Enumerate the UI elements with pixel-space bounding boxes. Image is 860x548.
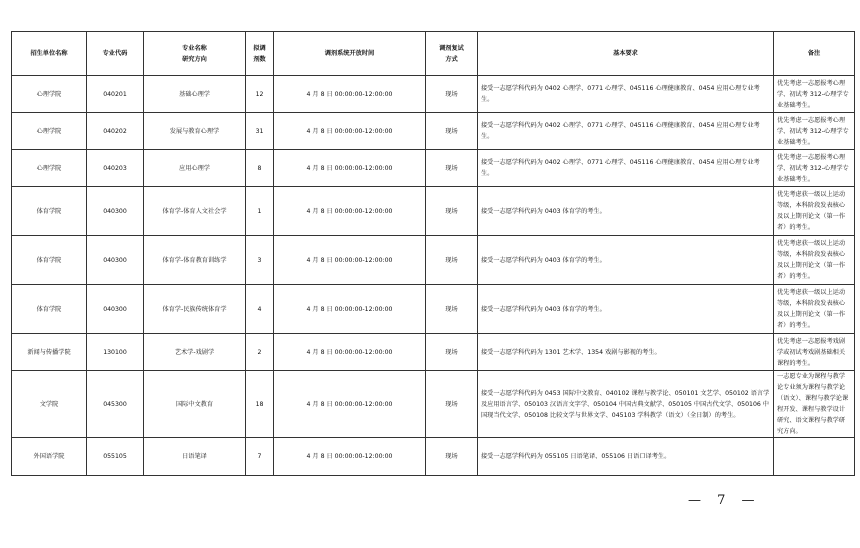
cell-requirement: 接受一志愿学科代码为 0402 心理学、0771 心理学、045116 心理健康教育、0454 应用心理专业考生。 xyxy=(478,76,774,113)
cell-code: 040300 xyxy=(87,187,144,236)
cell-major: 基础心理学 xyxy=(144,76,246,113)
cell-unit: 心理学院 xyxy=(12,76,87,113)
table-row xyxy=(12,187,855,236)
cell-count: 3 xyxy=(246,236,274,285)
header-method: 调剂复试 方式 xyxy=(426,32,478,76)
table-row xyxy=(12,113,855,150)
cell-method: 现场 xyxy=(426,150,478,187)
cell-code: 040300 xyxy=(87,285,144,334)
cell-requirement: 接受一志愿学科代码为 0402 心理学、0771 心理学、045116 心理健康教育、0454 应用心理专业考生。 xyxy=(478,150,774,187)
cell-time: 4 月 8 日 00:00:00-12:00:00 xyxy=(274,371,426,438)
cell-code: 055105 xyxy=(87,438,144,476)
cell-major: 体育学-体育人文社会学 xyxy=(144,187,246,236)
table-row xyxy=(12,334,855,371)
cell-remark: 优先考虑获一级以上运动等级，本科阶段发表核心及以上期刊论文（第一作者）的考生。 xyxy=(774,285,855,334)
cell-method: 现场 xyxy=(426,334,478,371)
cell-unit: 心理学院 xyxy=(12,150,87,187)
cell-time: 4 月 8 日 00:00:00-12:00:00 xyxy=(274,236,426,285)
cell-method: 现场 xyxy=(426,236,478,285)
cell-count: 8 xyxy=(246,150,274,187)
cell-count: 7 xyxy=(246,438,274,476)
cell-remark: 优先考虑一志愿报考心理学、初试考 312-心理学专业基础考生。 xyxy=(774,76,855,113)
cell-count: 4 xyxy=(246,285,274,334)
cell-count: 2 xyxy=(246,334,274,371)
table-row xyxy=(12,438,855,476)
cell-time: 4 月 8 日 00:00:00-12:00:00 xyxy=(274,285,426,334)
cell-unit: 外国语学院 xyxy=(12,438,87,476)
cell-requirement: 接受一志愿学科代码为 0403 体育学的考生。 xyxy=(478,187,774,236)
cell-count: 12 xyxy=(246,76,274,113)
cell-time: 4 月 8 日 00:00:00-12:00:00 xyxy=(274,334,426,371)
cell-method: 现场 xyxy=(426,76,478,113)
cell-major: 日语笔译 xyxy=(144,438,246,476)
cell-major: 艺术学-戏剧学 xyxy=(144,334,246,371)
cell-method: 现场 xyxy=(426,285,478,334)
cell-method: 现场 xyxy=(426,113,478,150)
cell-remark: 优先考虑一志愿报考心理学、初试考 312-心理学专业基础考生。 xyxy=(774,150,855,187)
cell-major: 发展与教育心理学 xyxy=(144,113,246,150)
cell-count: 31 xyxy=(246,113,274,150)
cell-code: 045300 xyxy=(87,371,144,438)
cell-remark: 优先考虑一志愿报考戏剧学或初试考戏剧基础相关课程的考生。 xyxy=(774,334,855,371)
cell-requirement: 接受一志愿学科代码为 1301 艺术学、1354 戏剧与影视的考生。 xyxy=(478,334,774,371)
table-row xyxy=(12,285,855,334)
table-header-row xyxy=(12,32,855,76)
cell-method: 现场 xyxy=(426,371,478,438)
cell-remark xyxy=(774,438,855,476)
header-major: 专业名称 研究方向 xyxy=(144,32,246,76)
header-requirement: 基本要求 xyxy=(478,32,774,76)
table-row xyxy=(12,236,855,285)
cell-requirement: 接受一志愿学科代码为 0453 国际中文教育、040102 课程与教学论、050101 文艺学、050102 语言学及应用语言学、050103 汉语言文字学、050104 中国古典文献学、050105 中国古代文学、050106 中国现当代文学、050108 比较文学与世界文学、045103 学科教学（语文）（全日制）的考生。 xyxy=(478,371,774,438)
cell-unit: 文学院 xyxy=(12,371,87,438)
cell-method: 现场 xyxy=(426,187,478,236)
cell-requirement: 接受一志愿学科代码为 055105 日语笔译、055106 日语口译考生。 xyxy=(478,438,774,476)
cell-requirement: 接受一志愿学科代码为 0403 体育学的考生。 xyxy=(478,285,774,334)
cell-method: 现场 xyxy=(426,438,478,476)
header-time: 调剂系统开放时间 xyxy=(274,32,426,76)
header-remark: 备注 xyxy=(774,32,855,76)
cell-count: 18 xyxy=(246,371,274,438)
cell-major: 体育学-体育教育训练学 xyxy=(144,236,246,285)
table-row xyxy=(12,150,855,187)
cell-code: 130100 xyxy=(87,334,144,371)
table-row xyxy=(12,76,855,113)
cell-time: 4 月 8 日 00:00:00-12:00:00 xyxy=(274,113,426,150)
page-number: — 7 — xyxy=(688,493,761,508)
table-row xyxy=(12,371,855,438)
cell-requirement: 接受一志愿学科代码为 0403 体育学的考生。 xyxy=(478,236,774,285)
cell-major: 国际中文教育 xyxy=(144,371,246,438)
cell-time: 4 月 8 日 00:00:00-12:00:00 xyxy=(274,150,426,187)
header-code: 专业代码 xyxy=(87,32,144,76)
cell-remark: 优先考虑获一级以上运动等级，本科阶段发表核心及以上期刊论文（第一作者）的考生。 xyxy=(774,187,855,236)
cell-major: 应用心理学 xyxy=(144,150,246,187)
adjustment-table xyxy=(11,31,855,476)
cell-unit: 体育学院 xyxy=(12,285,87,334)
cell-code: 040201 xyxy=(87,76,144,113)
cell-code: 040203 xyxy=(87,150,144,187)
cell-remark: 优先考虑一志愿报考心理学、初试考 312-心理学专业基础考生。 xyxy=(774,113,855,150)
cell-time: 4 月 8 日 00:00:00-12:00:00 xyxy=(274,438,426,476)
cell-time: 4 月 8 日 00:00:00-12:00:00 xyxy=(274,187,426,236)
cell-unit: 体育学院 xyxy=(12,236,87,285)
cell-remark: 优先考虑获一级以上运动等级，本科阶段发表核心及以上期刊论文（第一作者）的考生。 xyxy=(774,236,855,285)
cell-unit: 心理学院 xyxy=(12,113,87,150)
cell-code: 040300 xyxy=(87,236,144,285)
cell-time: 4 月 8 日 00:00:00-12:00:00 xyxy=(274,76,426,113)
cell-unit: 新闻与传播学院 xyxy=(12,334,87,371)
header-unit: 招生单位名称 xyxy=(12,32,87,76)
cell-code: 040202 xyxy=(87,113,144,150)
cell-major: 体育学-民族传统体育学 xyxy=(144,285,246,334)
cell-remark: 一志愿专业为课程与教学论专业须为课程与教学论（语文）、课程与教学论课程开发、课程与教学设计研究、语文课程与教学研究方向。 xyxy=(774,371,855,438)
header-count: 拟调 剂数 xyxy=(246,32,274,76)
cell-requirement: 接受一志愿学科代码为 0402 心理学、0771 心理学、045116 心理健康教育、0454 应用心理专业考生。 xyxy=(478,113,774,150)
cell-count: 1 xyxy=(246,187,274,236)
cell-unit: 体育学院 xyxy=(12,187,87,236)
